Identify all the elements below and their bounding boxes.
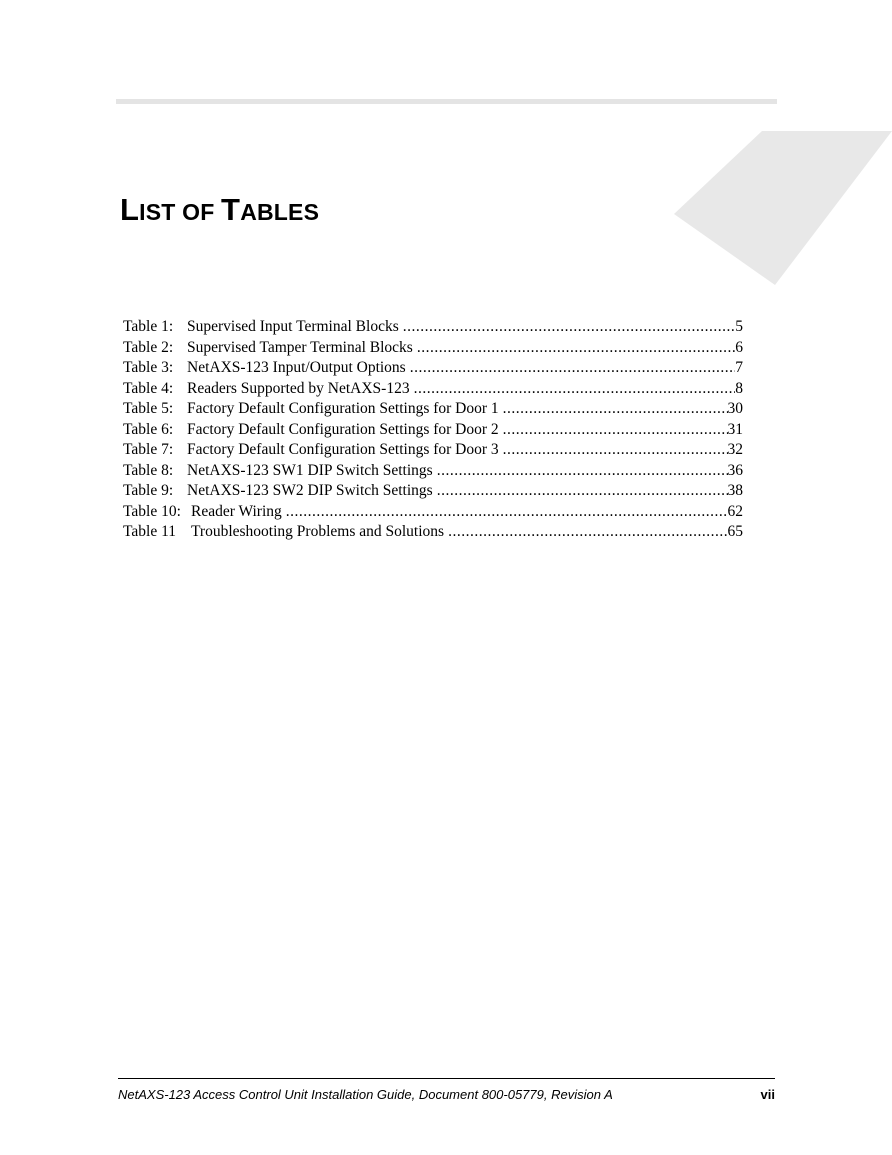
toc-entry-label: Table 1: bbox=[123, 318, 174, 335]
toc-entry[interactable] bbox=[123, 502, 743, 523]
toc-entry-label: Table 8: bbox=[123, 461, 174, 479]
toc-entry[interactable] bbox=[123, 461, 743, 482]
toc-entry-label: Table 10: bbox=[123, 502, 181, 520]
toc-entry[interactable] bbox=[123, 440, 743, 461]
leader-dots bbox=[503, 440, 728, 461]
toc-entry-page: 5 bbox=[735, 318, 743, 335]
toc-entry-title: NetAXS-123 Input/Output Options bbox=[187, 359, 406, 376]
toc-entry-label: Table 7: bbox=[123, 441, 174, 458]
toc-entry-title: Factory Default Configuration Settings for Door 1 bbox=[187, 400, 499, 417]
corner-parallelogram bbox=[674, 131, 892, 285]
table-list bbox=[123, 317, 743, 543]
toc-entry-title: Troubleshooting Problems and Solutions bbox=[191, 523, 445, 540]
page-title: LIST OF TABLES bbox=[120, 192, 320, 227]
leader-dots bbox=[410, 358, 736, 379]
toc-entry-label: Table 11 bbox=[123, 523, 177, 540]
toc-entry-title: Supervised Input Terminal Blocks bbox=[187, 318, 399, 335]
toc-entry-page: 36 bbox=[727, 461, 743, 479]
toc-entry-page: 65 bbox=[727, 523, 743, 540]
leader-dots bbox=[403, 317, 736, 338]
toc-entry-label: Table 3: bbox=[123, 359, 174, 376]
toc-entry-title: NetAXS-123 SW1 DIP Switch Settings bbox=[187, 461, 433, 479]
footer-rule bbox=[118, 1078, 775, 1079]
leader-dots bbox=[437, 461, 728, 482]
toc-entry-page: 30 bbox=[727, 400, 743, 417]
toc-entry-label: Table 6: bbox=[123, 420, 174, 438]
toc-entry[interactable] bbox=[123, 399, 743, 420]
footer-document-title: NetAXS-123 Access Control Unit Installation Guide, Document 800-05779, Revision A bbox=[118, 1087, 613, 1102]
toc-entry-title: Readers Supported by NetAXS-123 bbox=[187, 379, 410, 397]
toc-entry-label: Table 5: bbox=[123, 400, 174, 417]
toc-entry-page: 32 bbox=[727, 441, 743, 458]
leader-dots bbox=[448, 522, 727, 543]
toc-entry-page: 31 bbox=[727, 420, 743, 438]
toc-entry-page: 7 bbox=[735, 359, 743, 376]
header-rule bbox=[116, 99, 777, 104]
leader-dots bbox=[503, 420, 728, 441]
toc-entry[interactable] bbox=[123, 338, 743, 359]
toc-entry-title: NetAXS-123 SW2 DIP Switch Settings bbox=[187, 482, 433, 499]
toc-entry[interactable] bbox=[123, 358, 743, 379]
leader-dots bbox=[414, 379, 736, 400]
toc-entry[interactable] bbox=[123, 379, 743, 400]
toc-entry-page: 38 bbox=[727, 482, 743, 499]
footer-page-number: vii bbox=[760, 1087, 775, 1102]
leader-dots bbox=[503, 399, 728, 420]
toc-entry-page: 8 bbox=[735, 379, 743, 397]
toc-entry-title: Reader Wiring bbox=[191, 502, 282, 520]
leader-dots bbox=[286, 502, 728, 523]
toc-entry-label: Table 4: bbox=[123, 379, 174, 397]
toc-entry[interactable] bbox=[123, 481, 743, 502]
leader-dots bbox=[417, 338, 735, 359]
toc-entry-label: Table 9: bbox=[123, 482, 174, 499]
toc-entry-title: Factory Default Configuration Settings for Door 3 bbox=[187, 441, 499, 458]
toc-entry-title: Factory Default Configuration Settings for Door 2 bbox=[187, 420, 499, 438]
toc-entry-label: Table 2: bbox=[123, 338, 174, 356]
leader-dots bbox=[437, 481, 728, 502]
decorative-corner-shape bbox=[0, 0, 892, 300]
toc-entry[interactable] bbox=[123, 317, 743, 338]
toc-entry-page: 6 bbox=[735, 338, 743, 356]
toc-entry[interactable] bbox=[123, 522, 743, 543]
toc-entry-page: 62 bbox=[727, 502, 743, 520]
toc-entry-title: Supervised Tamper Terminal Blocks bbox=[187, 338, 413, 356]
toc-entry[interactable] bbox=[123, 420, 743, 441]
